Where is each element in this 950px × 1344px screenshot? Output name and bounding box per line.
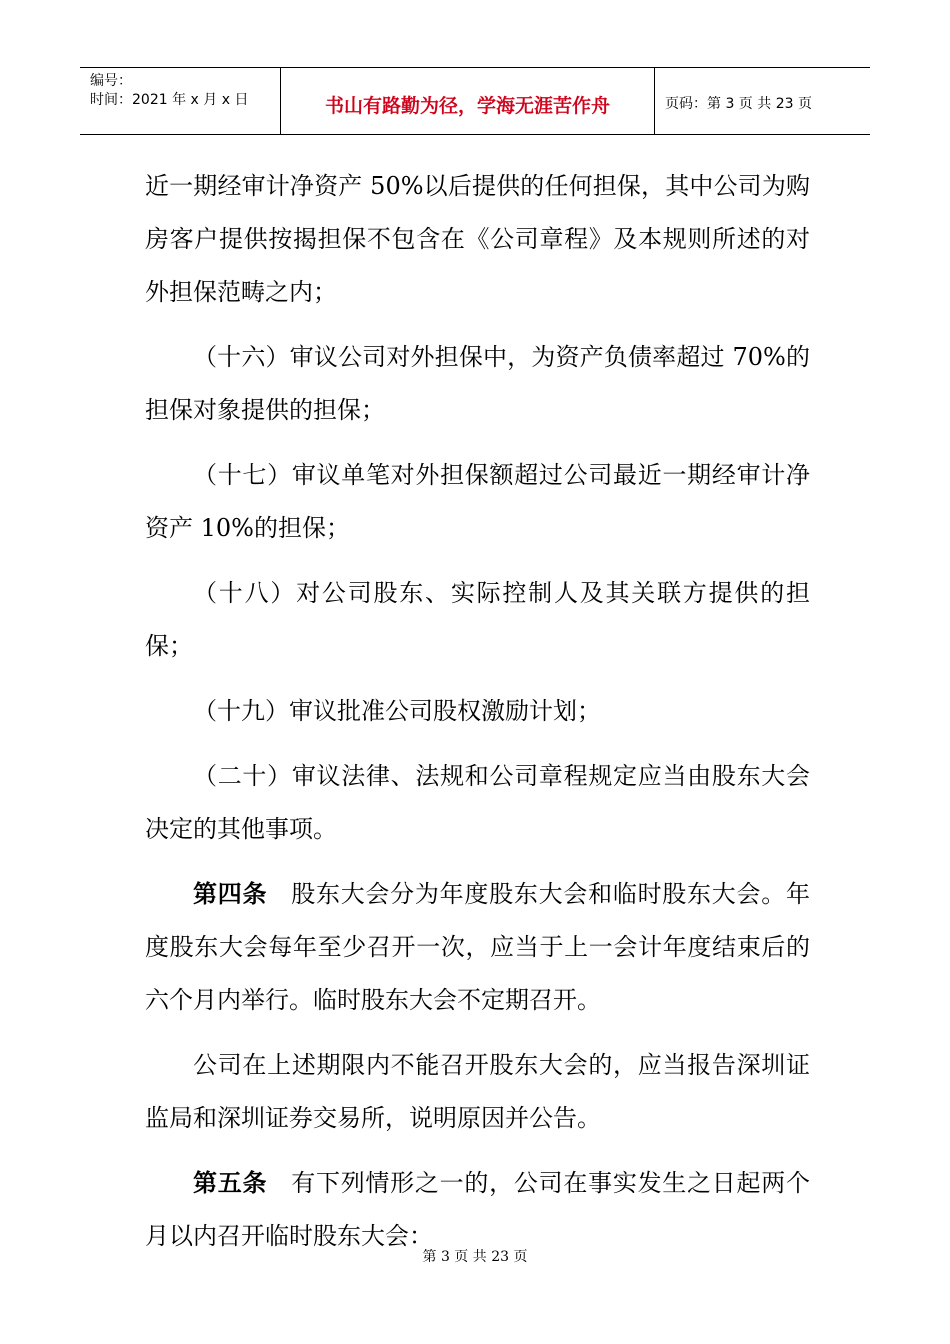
paragraph-text: （十七）审议单笔对外担保额超过公司最近一期经审计净资产 10%的担保； [145, 461, 810, 542]
document-number-label: 编号： [90, 73, 132, 89]
paragraph-text: 有下列情形之一的，公司在事实发生之日起两个月以内召开临时股东大会： [145, 1169, 810, 1250]
paragraph-text: 近一期经审计净资产 50%以后提供的任何担保，其中公司为购房客户提供按揭担保不包含在《公司章程》及本规则所述的对外担保范畴之内； [145, 172, 810, 306]
page-header [80, 67, 870, 135]
paragraph [145, 331, 810, 437]
header-motto: 书山有路勤为径，学海无涯苦作舟 [281, 68, 655, 134]
header-page-info: 页码：第 3 页 共 23 页 [665, 96, 812, 112]
paragraph [145, 685, 810, 738]
paragraph-text: （二十）审议法律、法规和公司章程规定应当由股东大会决定的其他事项。 [145, 762, 810, 843]
document-body [145, 160, 810, 1275]
document-time-label: 时间：2021 年 x 月 x 日 [90, 92, 249, 108]
article-label: 第四条 [193, 880, 268, 908]
paragraph [145, 449, 810, 555]
paragraph [145, 160, 810, 319]
article-label: 第五条 [193, 1169, 268, 1197]
paragraph-text: （十九）审议批准公司股权激励计划； [193, 697, 601, 725]
paragraph-text: （十八）对公司股东、实际控制人及其关联方提供的担保； [145, 579, 810, 660]
paragraph-text: 股东大会分为年度股东大会和临时股东大会。年度股东大会每年至少召开一次，应当于上一会计年度结束后的六个月内举行。临时股东大会不定期召开。 [145, 880, 810, 1014]
paragraph [145, 1039, 810, 1145]
header-meta [80, 68, 281, 134]
page-footer: 第 3 页 共 23 页 [422, 1249, 528, 1265]
paragraph-text: （十六）审议公司对外担保中，为资产负债率超过 70%的担保对象提供的担保； [145, 343, 810, 424]
paragraph [145, 567, 810, 673]
paragraph [145, 750, 810, 856]
paragraph-text: 公司在上述期限内不能召开股东大会的，应当报告深圳证监局和深圳证券交易所，说明原因并公告。 [145, 1051, 810, 1132]
article-paragraph [145, 868, 810, 1027]
